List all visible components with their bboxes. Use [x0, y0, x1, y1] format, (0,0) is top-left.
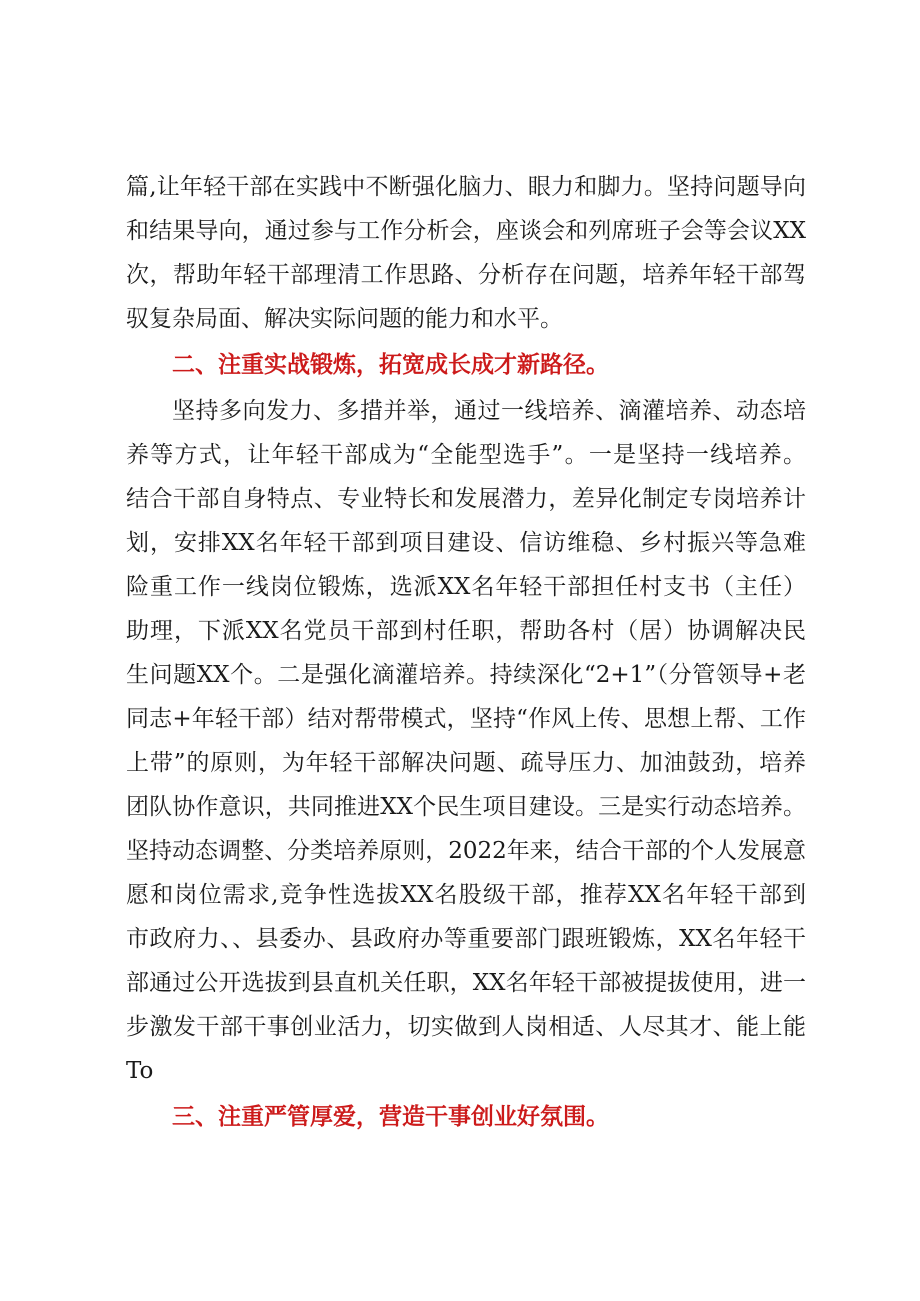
paragraph-2-line-1: 坚持多向发力、多措并举，通过一线培养、滴灌培养、动态培: [172, 398, 806, 424]
paragraph-1-line-4: 驭复杂局面、解决实际问题的能力和水平。: [126, 306, 563, 332]
paragraph-2-line-16: To: [126, 1058, 154, 1084]
paragraph-1-line-1: 篇,让年轻干部在实践中不断强化脑力、眼力和脚力。坚持问题导向: [126, 174, 806, 200]
paragraph-2-line-5: 险重工作一线岗位锻炼，选派XX名年轻干部担任村支书（主任）: [126, 574, 806, 600]
paragraph-2-line-7: 生问题XX个。二是强化滴灌培养。持续深化“2+1”（分管领导+老: [126, 662, 806, 688]
section-heading-2: 二、注重实战锻炼，拓宽成长成才新路径。: [172, 352, 609, 378]
section-heading-3: 三、注重严管厚爱，营造干事创业好氛围。: [172, 1104, 609, 1130]
paragraph-1-line-2: 和结果导向，通过参与工作分析会，座谈会和列席班子会等会议XX: [126, 218, 806, 244]
paragraph-2-line-13: 市政府力、、县委办、县政府办等重要部门跟班锻炼，XX名年轻干: [126, 926, 806, 952]
paragraph-2-line-10: 团队协作意识，共同推进XX个民生项目建设。三是实行动态培养。: [126, 794, 806, 820]
paragraph-2-line-8: 同志+年轻干部）结对帮带模式，坚持“作风上传、思想上帮、工作: [126, 706, 806, 732]
paragraph-2-line-6: 助理，下派XX名党员干部到村任职，帮助各村（居）协调解决民: [126, 618, 806, 644]
paragraph-2-line-3: 结合干部自身特点、专业特长和发展潜力，差异化制定专岗培养计: [126, 486, 806, 512]
paragraph-2-line-2: 养等方式，让年轻干部成为“全能型选手”。一是坚持一线培养。: [126, 442, 806, 468]
paragraph-2-line-11: 坚持动态调整、分类培养原则，2022年来，结合干部的个人发展意: [126, 838, 806, 864]
paragraph-2-line-12: 愿和岗位需求,竞争性选拔XX名股级干部，推荐XX名年轻干部到: [126, 882, 806, 908]
paragraph-2-line-15: 步激发干部干事创业活力，切实做到人岗相适、人尽其才、能上能: [126, 1014, 806, 1040]
paragraph-2-line-14: 部通过公开选拔到县直机关任职，XX名年轻干部被提拔使用，进一: [126, 970, 806, 996]
paragraph-2-line-9: 上带”的原则，为年轻干部解决问题、疏导压力、加油鼓劲，培养: [126, 750, 806, 776]
paragraph-1-line-3: 次，帮助年轻干部理清工作思路、分析存在问题，培养年轻干部驾: [126, 262, 806, 288]
paragraph-2-line-4: 划，安排XX名年轻干部到项目建设、信访维稳、乡村振兴等急难: [126, 530, 806, 556]
